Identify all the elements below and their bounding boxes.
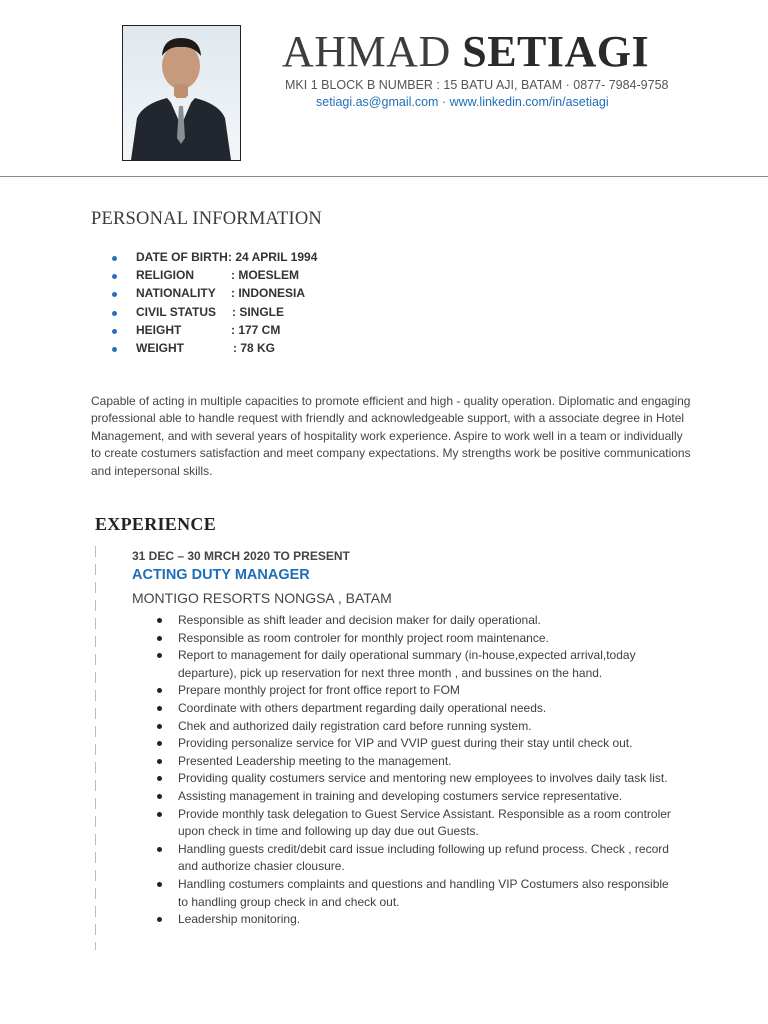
- duty-item: Assisting management in training and developing costumers service representative.: [157, 788, 677, 806]
- personal-info-heading: PERSONAL INFORMATION: [91, 209, 322, 229]
- job-title: ACTING DUTY MANAGER: [132, 567, 310, 583]
- bullet-icon: [157, 724, 162, 729]
- bullet-icon: [112, 311, 117, 316]
- duty-item: Chek and authorized daily registration card before running system.: [157, 718, 677, 736]
- bullet-icon: [157, 794, 162, 799]
- info-label: DATE OF BIRTH: [136, 250, 228, 264]
- bullet-icon: [112, 292, 117, 297]
- experience-heading: EXPERIENCE: [95, 514, 217, 534]
- info-label: WEIGHT: [136, 340, 184, 355]
- bullet-icon: [157, 653, 162, 658]
- timeline-line: [95, 546, 96, 950]
- bullet-icon: [112, 274, 117, 279]
- bullet-icon: [157, 812, 162, 817]
- duty-item: Handling guests credit/debit card issue including following up refund process. Check , record and authorize chasier clousure.: [157, 841, 677, 876]
- address-line: MKI 1 BLOCK B NUMBER : 15 BATU AJI, BATAM · 0877- 7984-9758: [285, 78, 669, 92]
- bullet-icon: [157, 847, 162, 852]
- bullet-icon: [157, 759, 162, 764]
- duty-item: Prepare monthly project for front office report to FOM: [157, 682, 677, 700]
- info-value: : 177 CM: [231, 322, 281, 337]
- bullet-icon: [112, 329, 117, 334]
- candidate-name: [282, 26, 649, 77]
- info-label: CIVIL STATUS: [136, 304, 217, 319]
- duty-item: Coordinate with others department regarding daily operational needs.: [157, 700, 677, 718]
- info-label: RELIGION: [136, 268, 195, 283]
- bullet-icon: [157, 636, 162, 641]
- duty-item: Presented Leadership meeting to the management.: [157, 753, 677, 771]
- contact-links[interactable]: setiagi.as@gmail.com · www.linkedin.com/in/asetiagi: [316, 95, 609, 109]
- first-name: AHMAD: [282, 27, 451, 76]
- bullet-icon: [157, 882, 162, 887]
- duty-item: Providing personalize service for VIP and VVIP guest during their stay until check out.: [157, 735, 677, 753]
- duty-item: Responsible as shift leader and decision maker for daily operational.: [157, 612, 677, 630]
- bullet-icon: [157, 618, 162, 623]
- info-value: : MOESLEM: [231, 268, 299, 283]
- duty-item: Provide monthly task delegation to Guest Service Assistant. Responsible as a room controler upon check in time and following up day due out Guests.: [157, 806, 677, 841]
- company-name: MONTIGO RESORTS NONGSA , BATAM: [132, 590, 392, 606]
- info-label: NATIONALITY: [136, 286, 216, 301]
- bullet-icon: [112, 347, 117, 352]
- profile-photo: [122, 25, 241, 161]
- header-divider: [0, 176, 768, 177]
- bullet-icon: [157, 917, 162, 922]
- duty-item: Responsible as room controler for monthly project room maintenance.: [157, 630, 677, 648]
- info-value: : 24 APRIL 1994: [228, 250, 318, 264]
- bullet-icon: [112, 256, 117, 261]
- bullet-icon: [157, 688, 162, 693]
- duty-item: Providing quality costumers service and mentoring new employees to involves daily task list.: [157, 770, 677, 788]
- last-name: SETIAGI: [462, 27, 650, 76]
- duty-item: Report to management for daily operational summary (in-house,expected arrival,today departure), pick up reservation for next three month , and bussines on the hand.: [157, 647, 677, 682]
- profile-summary: Capable of acting in multiple capacities to promote efficient and high - quality operation. Diplomatic and engaging professional able to handle request with friendly and acknowledgeable support, with a associate degree in Hotel Management, and with several years of hospitality work experience. Aspire to work well in a team or individually to create costumers satisfaction and meet company expectations. My strengths work be positive communications and intepersonal skills.: [91, 394, 691, 478]
- info-value: : SINGLE: [232, 304, 285, 319]
- info-value: : INDONESIA: [231, 286, 306, 301]
- duties-list: [157, 612, 677, 929]
- duty-item: Leadership monitoring.: [157, 911, 677, 929]
- job-period: 31 DEC – 30 MRCH 2020 TO PRESENT: [132, 549, 350, 563]
- info-label: HEIGHT: [136, 322, 182, 337]
- info-value: : 78 KG: [233, 340, 276, 355]
- duty-item: Handling costumers complaints and questions and handling VIP Costumers also responsible to handling group check in and check out.: [157, 876, 677, 911]
- bullet-icon: [157, 706, 162, 711]
- bullet-icon: [157, 776, 162, 781]
- bullet-icon: [157, 741, 162, 746]
